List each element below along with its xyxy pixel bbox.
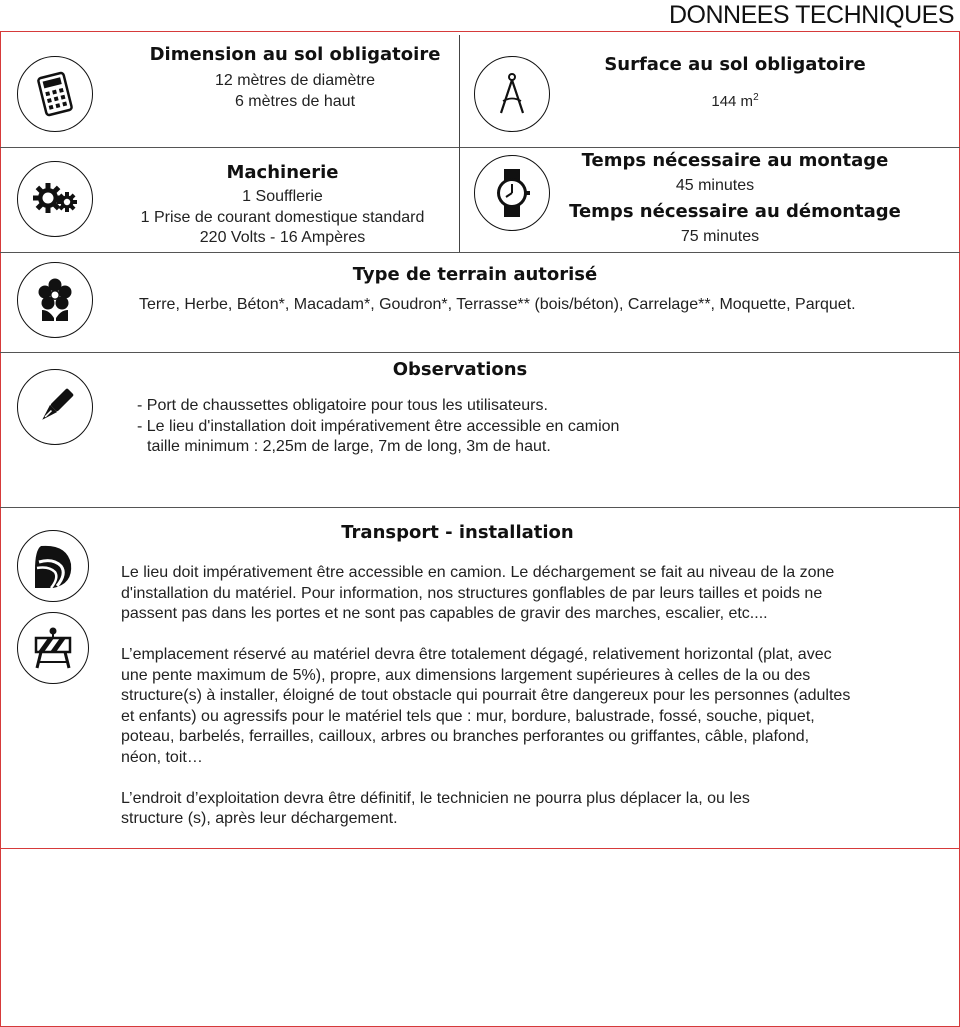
transport-heading-block xyxy=(300,522,615,544)
observations-heading: Observations xyxy=(392,359,528,380)
temps-section xyxy=(555,150,915,247)
surface-section xyxy=(570,54,900,113)
gears-icon xyxy=(17,161,93,237)
calculator-icon xyxy=(17,56,93,132)
observations-line: - Le lieu d'installation doit impérativement être accessible en camion xyxy=(137,417,620,435)
transport-line: Le lieu doit impérativement être accessible en camion. Le déchargement se fait au niveau de la zone xyxy=(121,564,835,581)
dimension-diameter: 12 mètres de diamètre xyxy=(214,72,376,89)
transport-line: passent pas dans les portes et ne sont pas capables de gravir des marches, escalier, etc.... xyxy=(121,605,768,622)
dimension-height: 6 mètres de haut xyxy=(234,92,356,110)
road-icon xyxy=(17,530,89,602)
demontage-value: 75 minutes xyxy=(680,227,760,245)
observations-line: taille minimum : 2,25m de large, 7m de long, 3m de haut. xyxy=(147,438,551,455)
transport-line: d'installation du matériel. Pour information, nos structures gonflables de par leurs tailles et poids ne xyxy=(121,584,823,602)
surface-heading: Surface au sol obligatoire xyxy=(604,54,866,75)
divider xyxy=(0,507,960,508)
machinerie-outlet: 1 Prise de courant domestique standard xyxy=(140,208,425,226)
transport-line: L’emplacement réservé au matériel devra être totalement dégagé, relativement horizontal (plat, avec xyxy=(121,646,832,663)
transport-paragraph xyxy=(121,789,941,830)
demontage-heading: Temps nécessaire au démontage xyxy=(569,200,901,222)
compass-icon xyxy=(474,56,550,132)
montage-heading: Temps nécessaire au montage xyxy=(581,150,889,171)
terrain-list: Terre, Herbe, Béton*, Macadam*, Goudron*, Terrasse** (bois/béton), Carrelage**, Moquette, Parquet. xyxy=(139,296,856,313)
transport-line: poteau, barbelés, ferrailles, cailloux, arbres ou branches perforantes ou griffantes, câble, plafond, xyxy=(121,728,810,745)
dimension-heading: Dimension au sol obligatoire xyxy=(149,44,441,65)
transport-line: et enfants) ou agressifs pour le matériel tels que : mur, bordure, balustrade, fossé, souche, piquet, xyxy=(121,707,815,725)
transport-heading: Transport - installation xyxy=(341,522,574,543)
observations-heading-block xyxy=(300,359,620,381)
terrain-heading-block xyxy=(140,264,810,286)
observations-text xyxy=(137,396,737,458)
page-title: DONNEES TECHNIQUES xyxy=(668,1,954,29)
transport-line: néon, toit… xyxy=(121,748,203,766)
divider xyxy=(0,252,960,253)
transport-line: structure (s), après leur déchargement. xyxy=(121,810,398,827)
pen-icon xyxy=(17,369,93,445)
flower-icon xyxy=(17,262,93,338)
transport-text xyxy=(121,563,941,830)
machinerie-section xyxy=(120,162,445,249)
column-divider xyxy=(459,35,460,252)
transport-line: une pente maximum de 5%), propre, aux dimensions largement supérieures à celles de la ou des xyxy=(121,666,811,684)
transport-line: L’endroit d’exploitation devra être définitif, le technicien ne pourra plus déplacer la, ou les xyxy=(121,789,750,807)
divider xyxy=(0,848,960,849)
machinerie-heading: Machinerie xyxy=(226,162,339,183)
observations-line: - Port de chaussettes obligatoire pour tous les utilisateurs. xyxy=(137,397,548,414)
dimension-section xyxy=(140,44,450,112)
machinerie-power: 220 Volts - 16 Ampères xyxy=(199,229,366,246)
surface-value: 144 $m^2$ xyxy=(711,92,759,110)
machinerie-blower: 1 Soufflerie xyxy=(242,188,323,205)
divider xyxy=(0,352,960,353)
transport-paragraph xyxy=(121,645,941,768)
roadblock-icon xyxy=(17,612,89,684)
transport-paragraph xyxy=(121,563,941,625)
terrain-heading: Type de terrain autorisé xyxy=(352,264,598,285)
montage-value: 45 minutes xyxy=(675,177,755,194)
divider xyxy=(0,147,960,148)
transport-line: structure(s) à installer, éloigné de tout obstacle qui pourrait être dangereux pour les personnes (adultes xyxy=(121,687,851,704)
